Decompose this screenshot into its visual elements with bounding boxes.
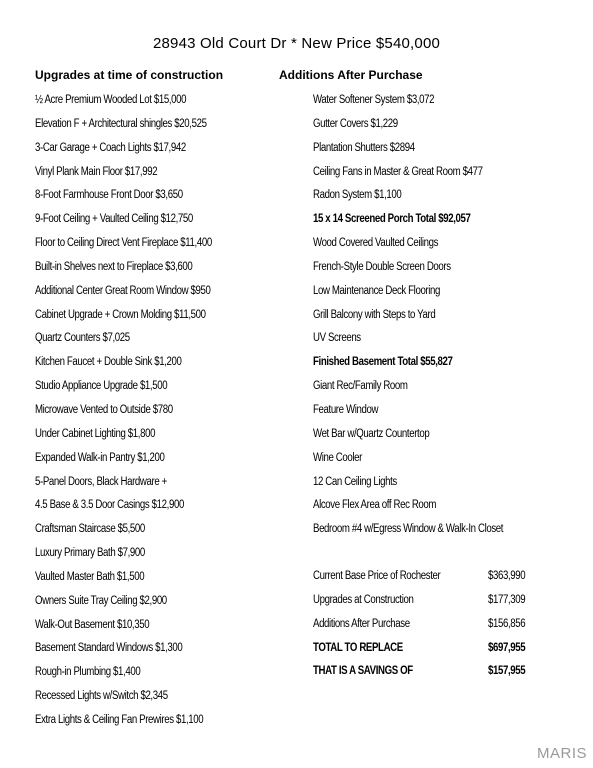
upgrade-item: Craftsman Staircase $5,500: [35, 523, 145, 536]
addition-item: Radon System $1,100: [313, 189, 402, 202]
upgrade-item: 9-Foot Ceiling + Vaulted Ceiling $12,750: [35, 213, 193, 226]
summary-row: [313, 613, 563, 637]
addition-total-item: 15 x 14 Screened Porch Total $92,057: [313, 213, 471, 226]
upgrade-item: 5-Panel Doors, Black Hardware +: [35, 475, 167, 488]
summary-label: TOTAL TO REPLACE: [313, 641, 403, 654]
upgrade-item: Walk-Out Basement $10,350: [35, 618, 150, 631]
summary-value: $157,955: [488, 665, 526, 678]
addition-item: Bedroom #4 w/Egress Window & Walk-In Closet: [313, 523, 504, 536]
upgrade-item: Cabinet Upgrade + Crown Molding $11,500: [35, 308, 206, 321]
upgrades-heading: Upgrades at time of construction: [35, 68, 224, 82]
additions-heading: Additions After Purchase: [279, 68, 423, 82]
summary-label: THAT IS A SAVINGS OF: [313, 665, 413, 678]
addition-item: Gutter Covers $1,229: [313, 117, 398, 130]
upgrade-item: Additional Center Great Room Window $950: [35, 284, 211, 297]
upgrade-item: Under Cabinet Lighting $1,800: [35, 427, 156, 440]
summary-label: Current Base Price of Rochester: [313, 570, 441, 582]
page-title: 28943 Old Court Dr * New Price $540,000: [152, 35, 441, 52]
upgrade-item: Owners Suite Tray Ceiling $2,900: [35, 594, 167, 607]
addition-item: UV Screens: [313, 332, 361, 345]
upgrade-item: Floor to Ceiling Direct Vent Fireplace $11,400: [35, 237, 212, 250]
addition-item: Wood Covered Vaulted Ceilings: [313, 237, 439, 250]
addition-item: Alcove Flex Area off Rec Room: [313, 499, 437, 512]
summary-value: $177,309: [488, 593, 526, 606]
upgrade-item: 3-Car Garage + Coach Lights $17,942: [35, 141, 186, 154]
maris-watermark-logo: MARIS: [536, 745, 587, 762]
summary-row: [313, 589, 563, 613]
upgrade-item: Kitchen Faucet + Double Sink $1,200: [35, 356, 182, 369]
upgrade-item: 4.5 Base & 3.5 Door Casings $12,900: [35, 499, 184, 512]
summary-label: Additions After Purchase: [313, 617, 410, 630]
addition-item: Grill Balcony with Steps to Yard: [313, 308, 436, 321]
addition-item: Feature Window: [313, 403, 379, 416]
upgrade-item: Luxury Primary Bath $7,900: [35, 547, 145, 560]
summary-value: $156,856: [488, 617, 526, 630]
additions-list: [313, 89, 573, 542]
addition-item: Water Softener System $3,072: [313, 94, 435, 106]
upgrade-item: Built-in Shelves next to Fireplace $3,600: [35, 260, 193, 273]
addition-item: Giant Rec/Family Room: [313, 380, 408, 393]
upgrade-item: Extra Lights & Ceiling Fan Prewires $1,100: [35, 713, 204, 726]
summary-value: $363,990: [488, 570, 526, 582]
addition-item: 12 Can Ceiling Lights: [313, 475, 397, 488]
upgrade-item: Expanded Walk-in Pantry $1,200: [35, 451, 165, 464]
summary-row: [313, 565, 563, 589]
addition-item: Low Maintenance Deck Flooring: [313, 284, 441, 297]
addition-item: Ceiling Fans in Master & Great Room $477: [313, 165, 483, 178]
summary-row: [313, 660, 563, 684]
upgrade-item: 8-Foot Farmhouse Front Door $3,650: [35, 189, 183, 202]
summary-row: [313, 637, 563, 661]
upgrades-list: [35, 89, 295, 733]
addition-total-item: Finished Basement Total $55,827: [313, 356, 453, 369]
addition-item: Wine Cooler: [313, 451, 362, 464]
upgrade-item: Studio Appliance Upgrade $1,500: [35, 380, 168, 393]
upgrade-item: Vaulted Master Bath $1,500: [35, 570, 145, 583]
upgrade-item: ½ Acre Premium Wooded Lot $15,000: [35, 94, 187, 106]
summary-label: Upgrades at Construction: [313, 593, 414, 606]
upgrade-item: Quartz Counters $7,025: [35, 332, 130, 345]
summary-value: $697,955: [488, 641, 526, 654]
upgrade-item: Rough-in Plumbing $1,400: [35, 666, 141, 679]
upgrade-item: Basement Standard Windows $1,300: [35, 642, 183, 655]
upgrade-item: Vinyl Plank Main Floor $17,992: [35, 165, 158, 178]
addition-item: Wet Bar w/Quartz Countertop: [313, 427, 430, 440]
addition-item: French-Style Double Screen Doors: [313, 260, 451, 273]
price-summary: [313, 565, 563, 684]
addition-item: Plantation Shutters $2894: [313, 141, 415, 154]
upgrade-item: Microwave Vented to Outside $780: [35, 403, 173, 416]
upgrade-item: Elevation F + Architectural shingles $20,525: [35, 117, 207, 130]
upgrade-item: Recessed Lights w/Switch $2,345: [35, 690, 168, 703]
